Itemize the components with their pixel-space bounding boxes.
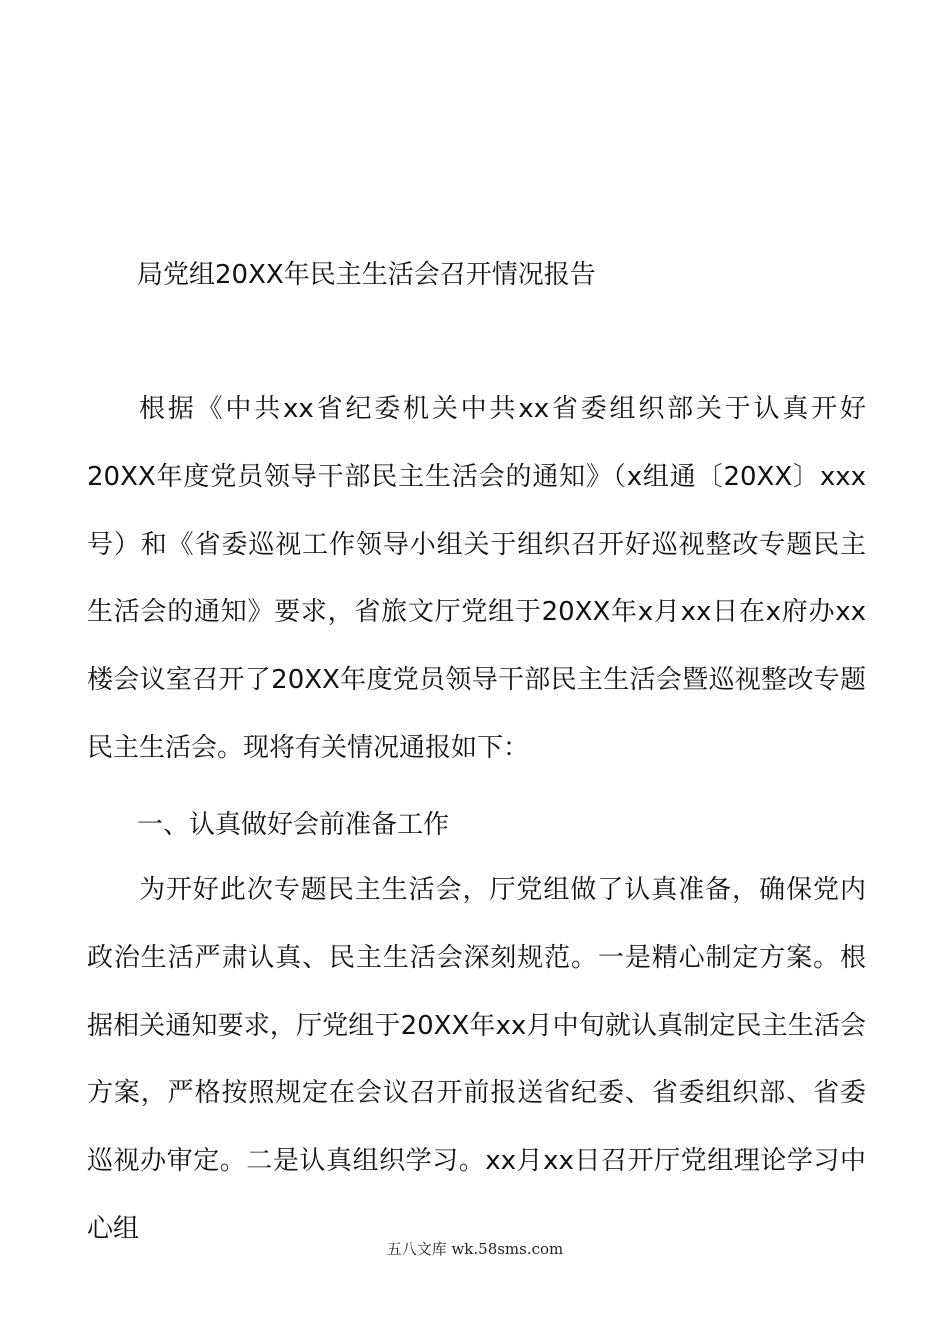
body-paragraph-2: 为开好此次专题民主生活会，厅党组做了认真准备，确保党内政治生活严肃认真、民主生活会深刻规范。一是精心制定方案。根据相关通知要求，厅党组于20XX年xx月中旬就认真制定民主生活会方案，严格按照规定在会议召开前报送省纪委、省委组织部、省委巡视办审定。二是认真组织学习。xx月xx日召开厅党组理论学习中心组 bbox=[87, 875, 866, 1244]
footer-watermark: 五八文库 wk.58sms.com bbox=[386, 1240, 564, 1258]
body-paragraph-1: 根据《中共xx省纪委机关中共xx省委组织部关于认真开好20XX年度党员领导干部民主生活会的通知》（x组通〔20XX〕xxx号）和《省委巡视工作领导小组关于组织召开好巡视整改专题民主生活会的通知》要求，省旅文厅党组于20XX年x月xx日在x府办xx楼会议室召开了20XX年度党员领导干部民主生活会暨巡视整改专题民主生活会。现将有关情况通报如下： bbox=[87, 394, 866, 763]
document-title: 局党组20XX年民主生活会召开情况报告 bbox=[137, 260, 596, 290]
section-heading-1: 一、认真做好会前准备工作 bbox=[137, 810, 450, 840]
